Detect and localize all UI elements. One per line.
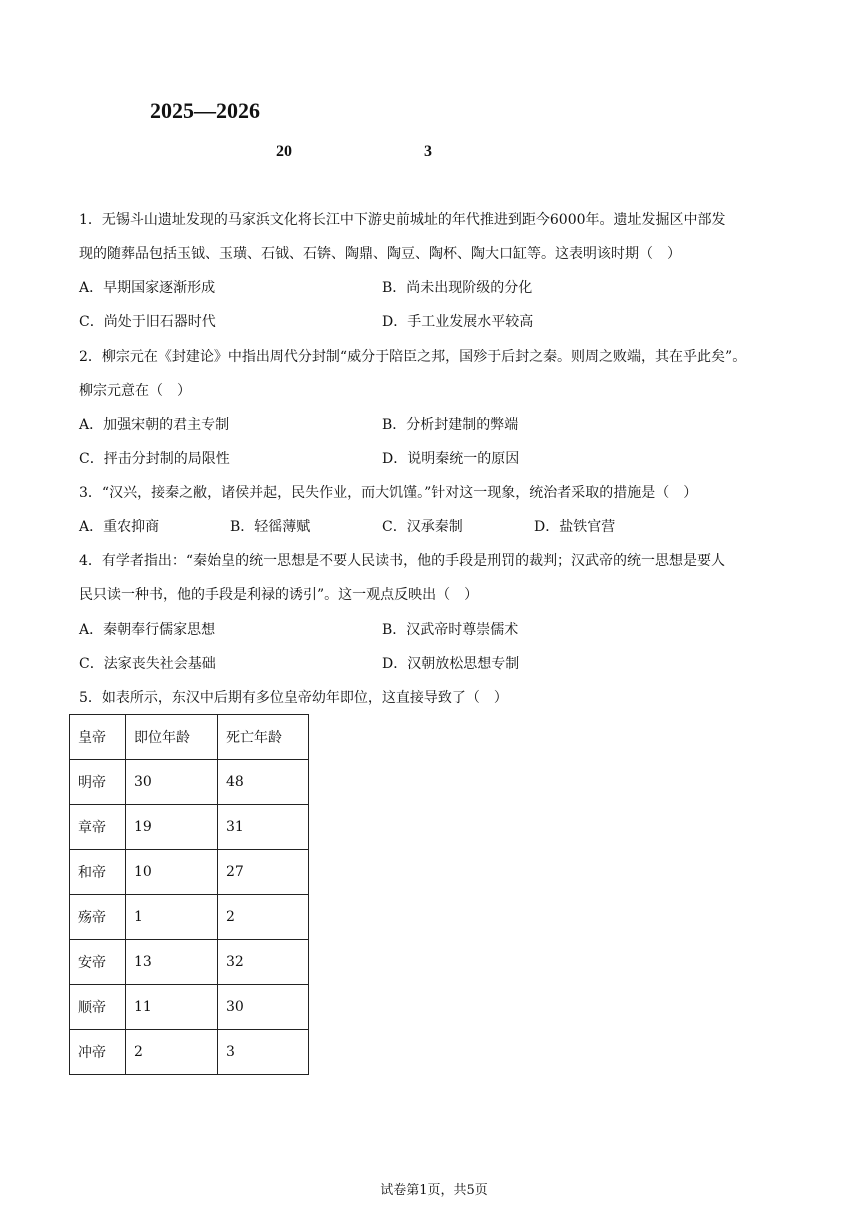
- question-1-option-d: D．手工业发展水平较高: [382, 314, 534, 330]
- question-4-option-b: B．汉武帝时尊崇儒术: [382, 622, 519, 638]
- table-cell: 13: [126, 940, 218, 985]
- table-cell: 19: [126, 805, 218, 850]
- question-2-line-2: 柳宗元意在（ ）: [79, 383, 191, 399]
- table-cell: 冲帝: [70, 1030, 126, 1075]
- question-4-option-d: D．汉朝放松思想专制: [382, 656, 520, 672]
- table-row: [70, 805, 309, 850]
- question-2-option-b: B．分析封建制的弊端: [382, 417, 519, 433]
- table-cell: 27: [218, 850, 309, 895]
- question-3-option-c: C．汉承秦制: [382, 519, 463, 535]
- emperor-age-table: [69, 714, 309, 1075]
- table-cell: 1: [126, 895, 218, 940]
- table-cell: 章帝: [70, 805, 126, 850]
- table-header-cell: 即位年龄: [126, 715, 218, 760]
- question-4-option-a: A．秦朝奉行儒家思想: [79, 622, 216, 638]
- table-cell: 安帝: [70, 940, 126, 985]
- exam-subtitle-part-1: 20: [276, 143, 292, 160]
- table-cell: 30: [218, 985, 309, 1030]
- question-3-line-1: 3．“汉兴，接秦之敝，诸侯并起，民失作业，而大饥馑。”针对这一现象，统治者采取的措施是（ ）: [79, 485, 698, 501]
- question-2-option-a: A．加强宋朝的君主专制: [79, 417, 230, 433]
- table-cell: 31: [218, 805, 309, 850]
- question-1-line-2: 现的随葬品包括玉钺、玉璜、石钺、石锛、陶鼎、陶豆、陶杯、陶大口缸等。这表明该时期（ ）: [79, 246, 681, 262]
- question-1-line-1: 1．无锡斗山遗址发现的马家浜文化将长江中下游史前城址的年代推进到距今6000年。遗址发掘区中部发: [79, 212, 726, 228]
- question-1-option-b: B．尚未出现阶级的分化: [382, 280, 533, 296]
- table-cell: 2: [126, 1030, 218, 1075]
- table-cell: 殇帝: [70, 895, 126, 940]
- table-cell: 10: [126, 850, 218, 895]
- table-cell: 11: [126, 985, 218, 1030]
- table-header-cell: 皇帝: [70, 715, 126, 760]
- table-cell: 2: [218, 895, 309, 940]
- table-header-row: [70, 715, 309, 760]
- exam-title: 2025—2026: [150, 98, 260, 123]
- table-cell: 48: [218, 760, 309, 805]
- question-2-option-c: C．抨击分封制的局限性: [79, 451, 230, 467]
- table-row: [70, 895, 309, 940]
- table-row: [70, 985, 309, 1030]
- table-header-cell: 死亡年龄: [218, 715, 309, 760]
- question-1-option-c: C．尚处于旧石器时代: [79, 314, 216, 330]
- table-cell: 顺帝: [70, 985, 126, 1030]
- table-cell: 3: [218, 1030, 309, 1075]
- table-cell: 30: [126, 760, 218, 805]
- question-1-option-a: A．早期国家逐渐形成: [79, 280, 216, 296]
- exam-subtitle-part-2: 3: [424, 143, 432, 160]
- page-footer: 试卷第1页，共5页: [380, 1183, 488, 1198]
- table-row: [70, 940, 309, 985]
- question-5-line-1: 5．如表所示，东汉中后期有多位皇帝幼年即位，这直接导致了（ ）: [79, 690, 508, 706]
- table-cell: 和帝: [70, 850, 126, 895]
- table-cell: 明帝: [70, 760, 126, 805]
- question-4-line-2: 民只读一种书，他的手段是利禄的诱引”。这一观点反映出（ ）: [79, 587, 479, 603]
- table-row: [70, 850, 309, 895]
- question-2-option-d: D．说明秦统一的原因: [382, 451, 520, 467]
- question-3-option-d: D．盐铁官营: [534, 519, 616, 535]
- question-3-option-a: A．重农抑商: [79, 519, 160, 535]
- table-row: [70, 1030, 309, 1075]
- table-cell: 32: [218, 940, 309, 985]
- question-4-option-c: C．法家丧失社会基础: [79, 656, 216, 672]
- question-2-line-1: 2．柳宗元在《封建论》中指出周代分封制“威分于陪臣之邦，国殄于后封之秦。则周之败端，其在乎此矣”。: [79, 349, 747, 365]
- table-row: [70, 760, 309, 805]
- question-3-option-b: B．轻徭薄赋: [230, 519, 311, 535]
- question-4-line-1: 4．有学者指出：“秦始皇的统一思想是不要人民读书，他的手段是刑罚的裁判；汉武帝的统一思想是要人: [79, 553, 726, 569]
